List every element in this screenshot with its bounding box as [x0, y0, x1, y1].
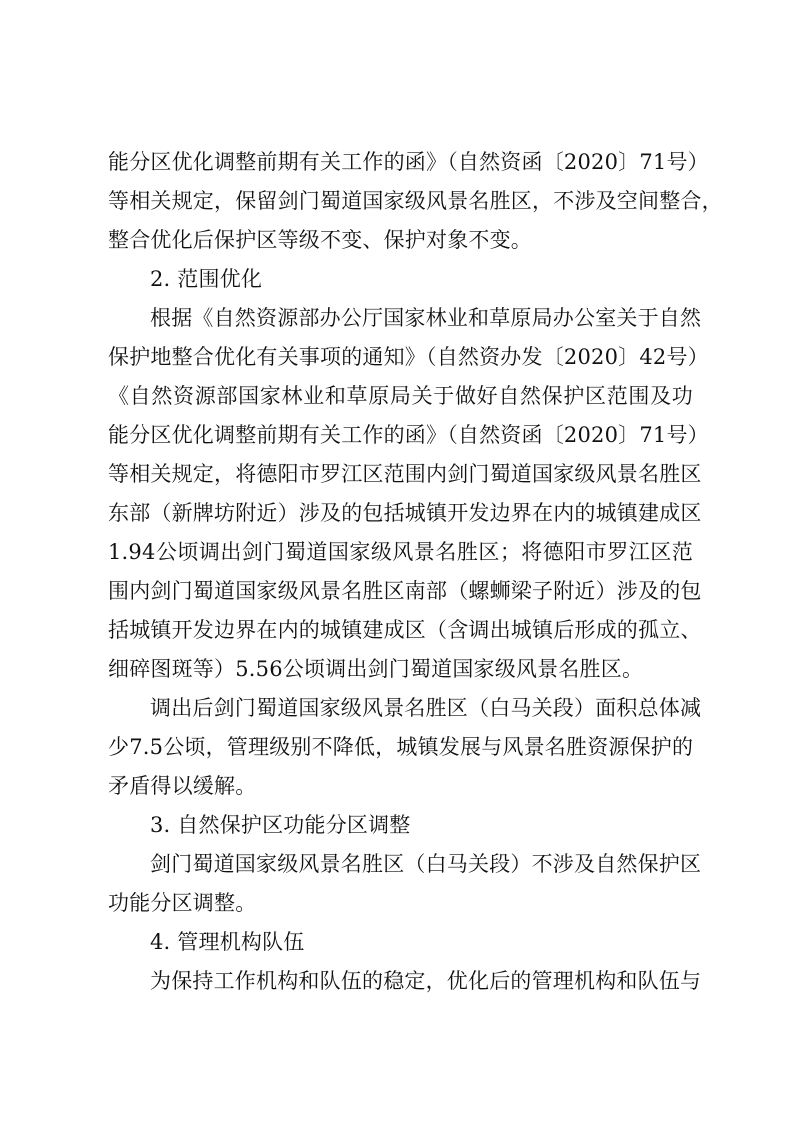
paragraph-line: 《自然资源部国家林业和草原局关于做好自然保护区范围及功 [108, 384, 693, 408]
paragraph-line: 为保持工作机构和队伍的稳定，优化后的管理机构和队伍与 [150, 969, 702, 993]
section-heading: 3. 自然保护区功能分区调整 [150, 813, 411, 837]
paragraph-line: 保护地整合优化有关事项的通知》（自然资办发〔2020〕42号） [108, 345, 709, 369]
paragraph-line: 东部（新牌坊附近）涉及的包括城镇开发边界在内的城镇建成区 [108, 501, 702, 525]
section-heading: 4. 管理机构队伍 [150, 930, 305, 954]
paragraph-line: 根据《自然资源部办公厅国家林业和草原局办公室关于自然 [150, 306, 702, 330]
paragraph-line: 细碎图斑等）5.56公顷调出剑门蜀道国家级风景名胜区。 [108, 657, 644, 681]
paragraph-line: 能分区优化调整前期有关工作的函》（自然资函〔2020〕71号） [108, 423, 709, 447]
paragraph-line: 少7.5公顷，管理级别不降低，城镇发展与风景名胜资源保护的 [108, 735, 694, 759]
paragraph-line: 等相关规定，保留剑门蜀道国家级风景名胜区，不涉及空间整合， [108, 189, 723, 213]
section-heading: 2. 范围优化 [150, 267, 263, 291]
paragraph-line: 功能分区调整。 [108, 891, 257, 915]
paragraph-line: 围内剑门蜀道国家级风景名胜区南部（螺蛳梁子附近）涉及的包 [108, 579, 702, 603]
paragraph-line: 能分区优化调整前期有关工作的函》（自然资函〔2020〕71号） [108, 150, 709, 174]
paragraph-line: 剑门蜀道国家级风景名胜区（白马关段）不涉及自然保护区 [150, 852, 702, 876]
paragraph-line: 整合优化后保护区等级不变、保护对象不变。 [108, 228, 532, 252]
paragraph-line: 矛盾得以缓解。 [108, 774, 257, 798]
paragraph-line: 括城镇开发边界在内的城镇建成区（含调出城镇后形成的孤立、 [108, 618, 702, 642]
paragraph-line: 等相关规定，将德阳市罗江区范围内剑门蜀道国家级风景名胜区 [108, 462, 702, 486]
paragraph-line: 调出后剑门蜀道国家级风景名胜区（白马关段）面积总体减 [150, 696, 702, 720]
paragraph-line: 1.94公顷调出剑门蜀道国家级风景名胜区；将德阳市罗江区范 [108, 540, 693, 564]
